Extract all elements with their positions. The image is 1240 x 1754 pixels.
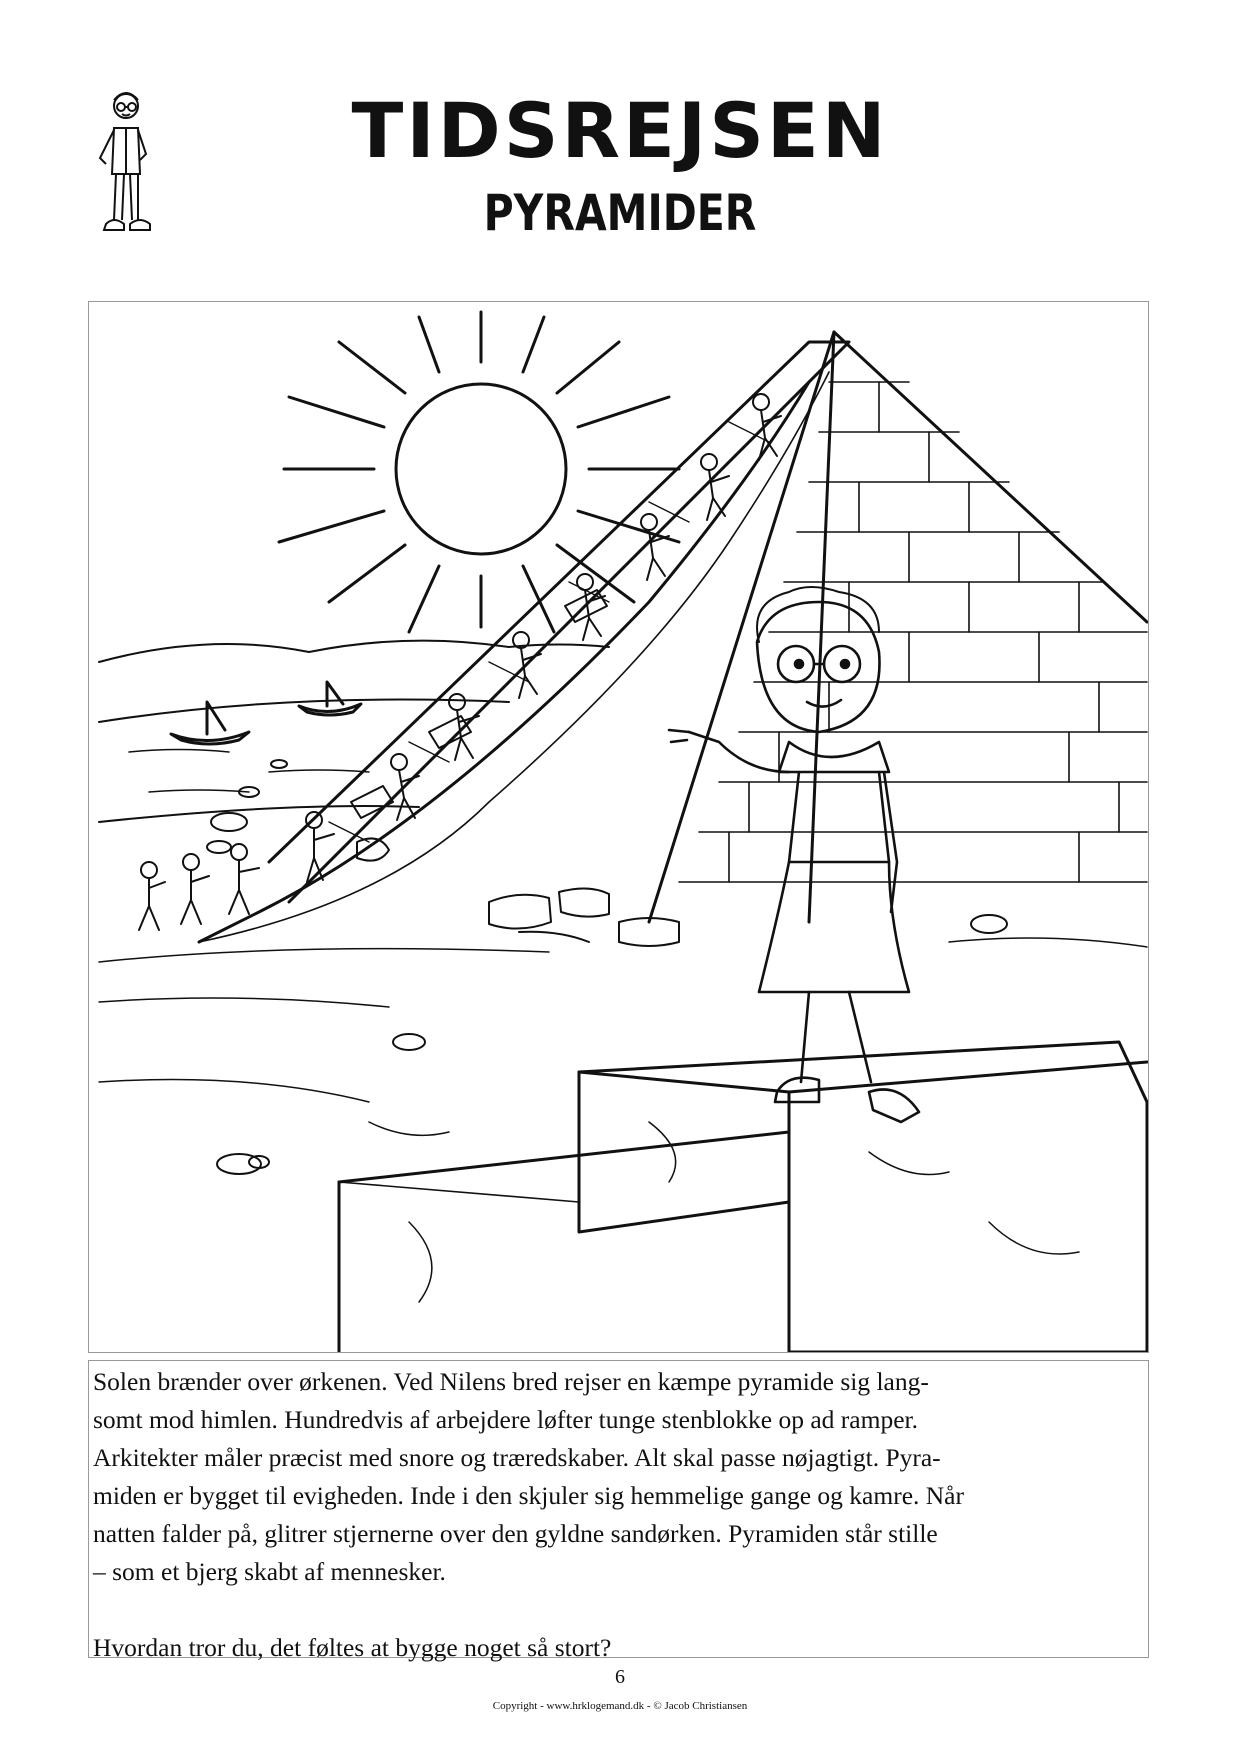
story-line: miden er bygget til evigheden. Inde i den skjuler sig hemmelige gange og kamre. Når — [93, 1481, 964, 1510]
worksheet-subtitle: PYRAMIDER — [483, 184, 757, 242]
stone-block-icon — [339, 1042, 1147, 1352]
story-line: – som et bjerg skabt af mennesker. — [93, 1557, 446, 1586]
nile-boats-icon — [171, 682, 361, 744]
boy-with-glasses-icon — [92, 88, 160, 238]
reflection-question: Hvordan tror du, det føltes at bygge noget så stort? — [93, 1633, 612, 1662]
pyramid-construction-illustration — [88, 301, 1149, 1353]
story-line: somt mod himlen. Hundredvis af arbejdere løfter tunge stenblokke op ad ramper. — [93, 1405, 918, 1434]
sun-icon — [279, 312, 679, 632]
worksheet-title: TIDSREJSEN — [351, 86, 889, 175]
copyright-notice: Copyright - www.hrklogemand.dk - © Jacob Christiansen — [492, 1700, 748, 1712]
pyramid-icon — [649, 332, 1147, 922]
page-number: 6 — [615, 1666, 625, 1688]
ramp-with-workers-icon — [139, 342, 849, 942]
story-line: natten falder på, glitrer stjernerne over den gyldne sandørken. Pyramiden står stille — [93, 1519, 938, 1548]
story-line: Arkitekter måler præcist med snore og træredskaber. Alt skal passe nøjagtigt. Pyra- — [93, 1443, 941, 1472]
story-text-box — [88, 1360, 1149, 1662]
boy-guide-icon — [669, 587, 919, 1122]
story-line: Solen brænder over ørkenen. Ved Nilens bred rejser en kæmpe pyramide sig lang- — [93, 1367, 929, 1396]
